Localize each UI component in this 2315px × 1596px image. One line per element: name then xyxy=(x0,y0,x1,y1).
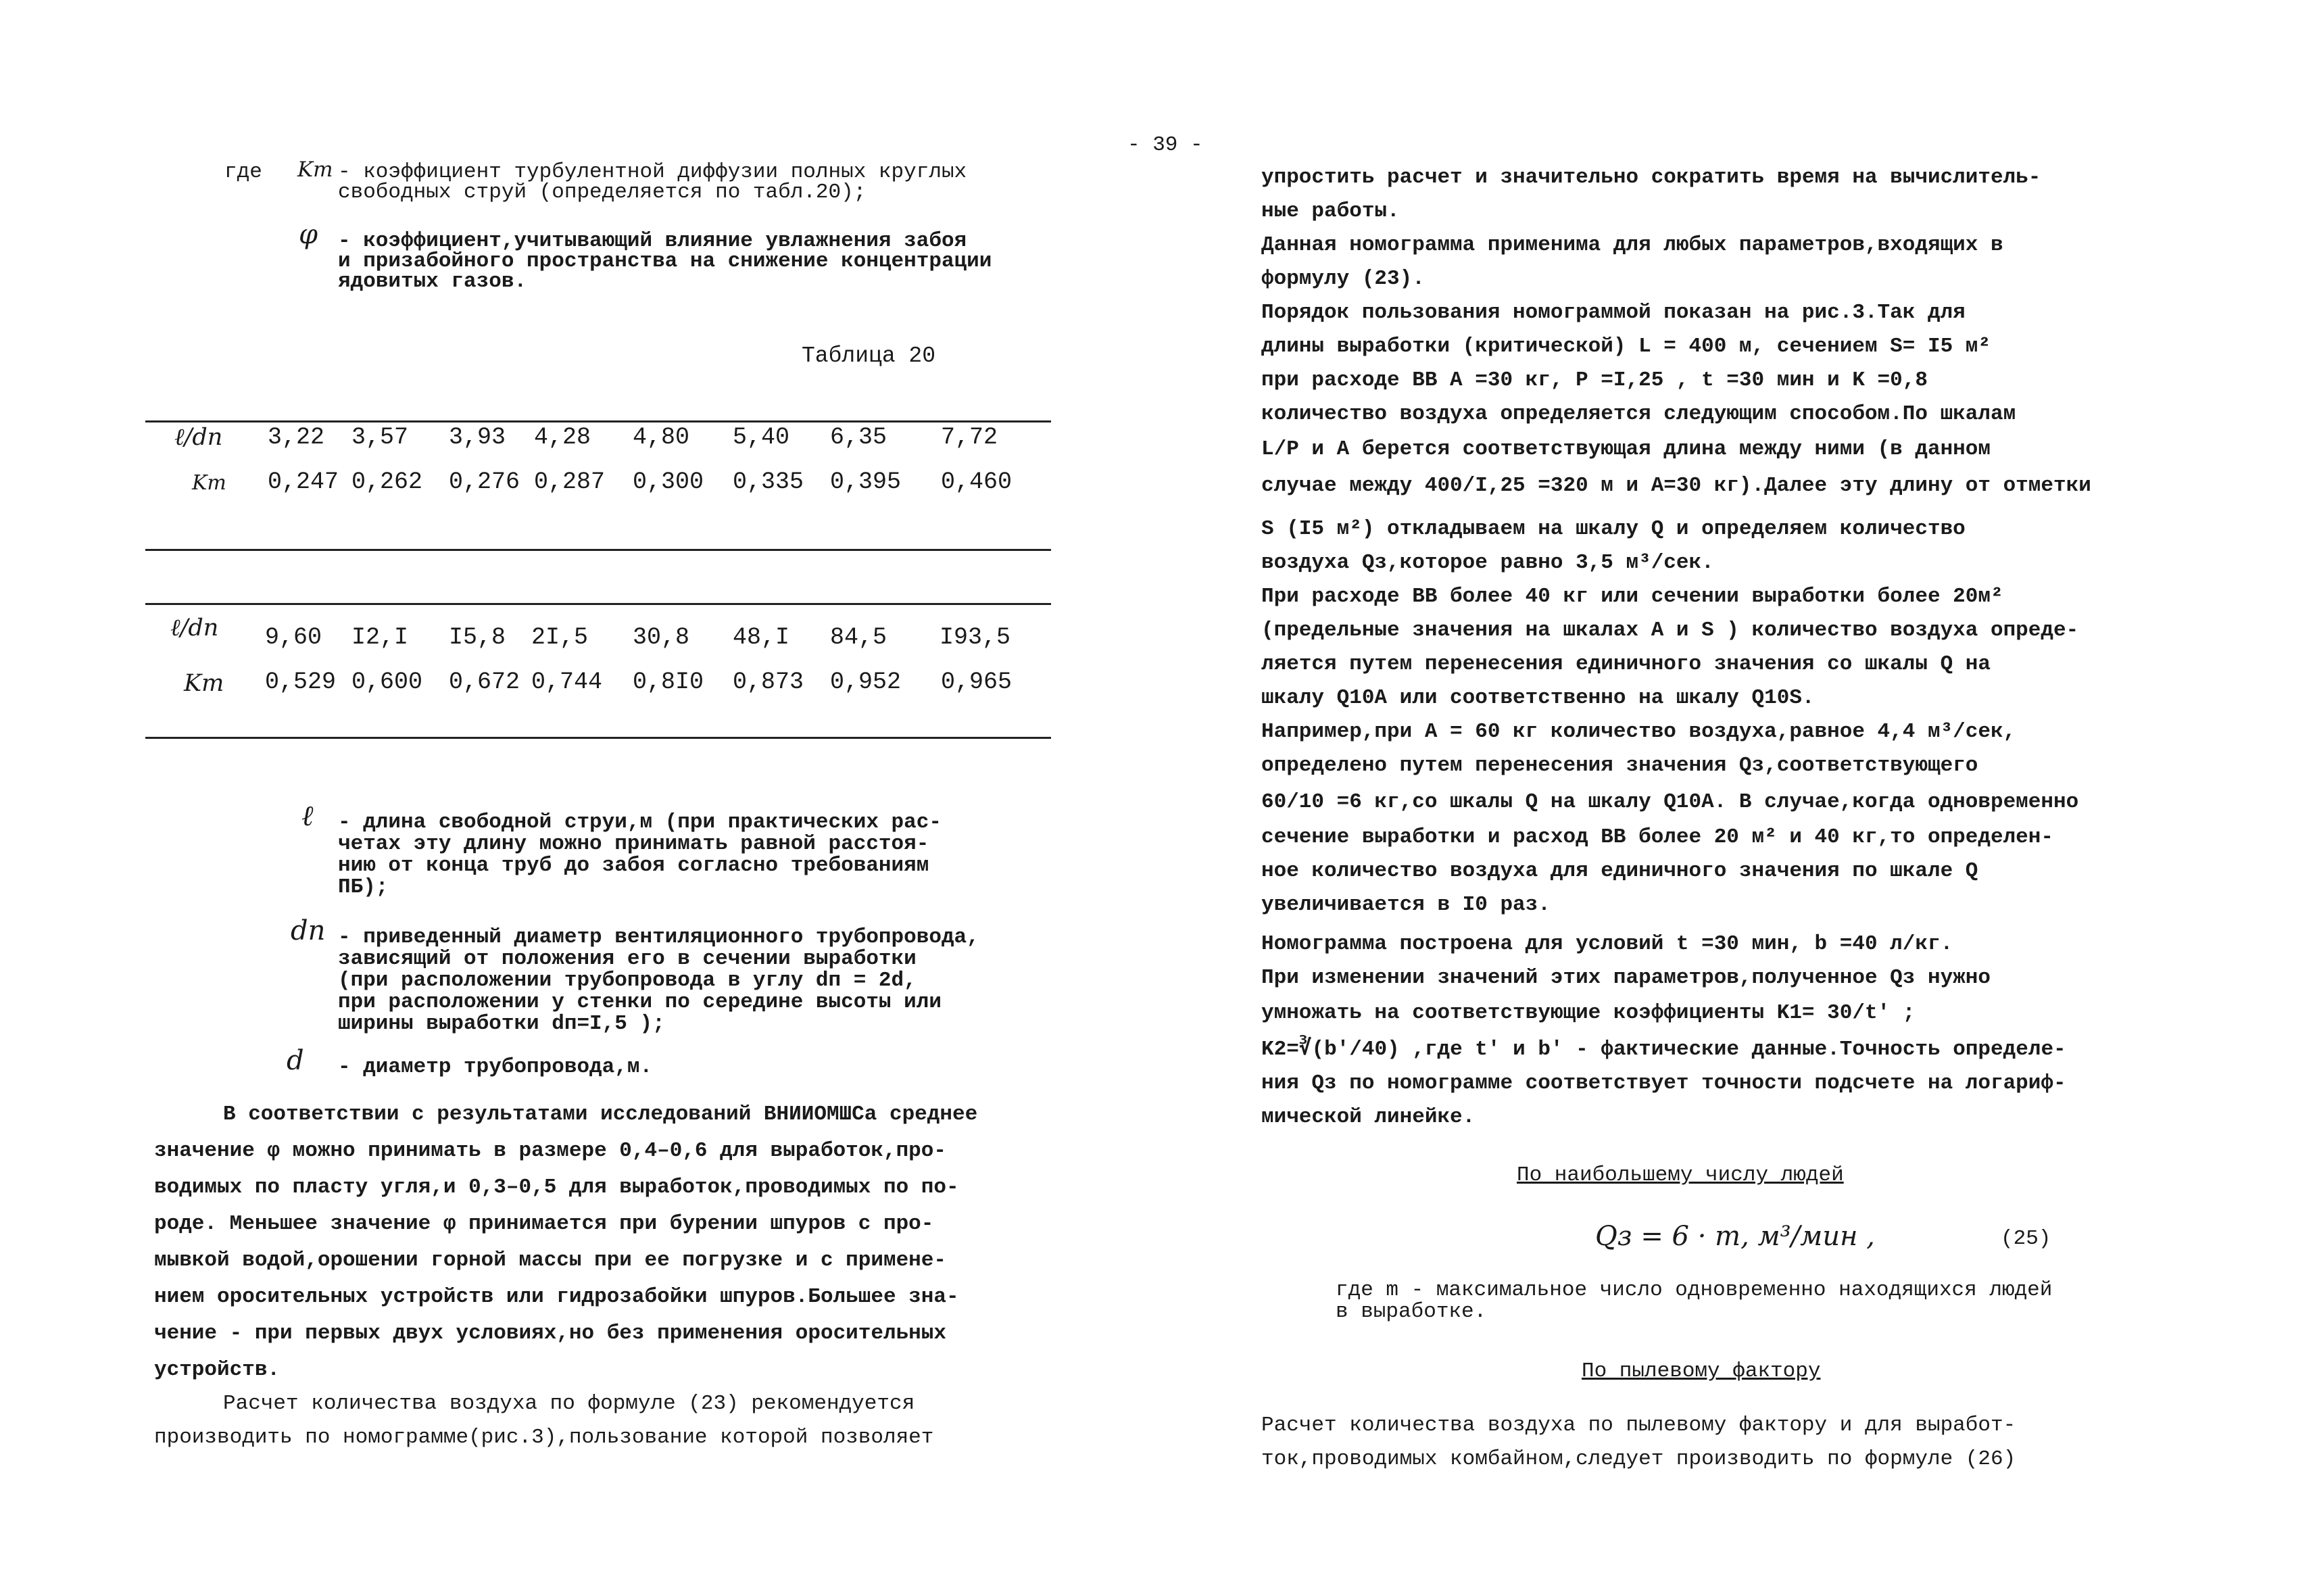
paragraph-line: При расходе ВВ более 40 кг или сечении выработки более 20м² xyxy=(1261,585,2003,608)
paragraph-line: упростить расчет и значительно сократить время на вычислитель- xyxy=(1261,166,2041,189)
table-title: Таблица 20 xyxy=(802,343,936,368)
paragraph-line: ния Qз по номограмме соответствует точности подсчете на логариф- xyxy=(1261,1071,2066,1095)
paragraph-line: при расходе ВВ A =30 кг, P =I,25 , t =30 мин и K =0,8 xyxy=(1261,368,1928,392)
def-text-line: при расположении у стенки по середине высоты или xyxy=(338,990,942,1014)
def-text-line: четах эту длину можно принимать равной расстоя- xyxy=(338,832,929,856)
formula-25: Qз = 6 · m, м³/мин , xyxy=(1595,1221,1875,1252)
def-symbol-d: d xyxy=(287,1045,304,1076)
row-label: ℓ/dп xyxy=(174,424,223,451)
formula-25-number: (25) xyxy=(2001,1227,2051,1251)
table-cell: 84,5 xyxy=(830,624,887,651)
heading-dust-factor: По пылевому фактору xyxy=(1582,1359,1821,1383)
table-cell: 2I,5 xyxy=(531,624,589,651)
paragraph-line: мической линейке. xyxy=(1261,1105,1476,1129)
table-cell: I2,I xyxy=(351,624,409,651)
paragraph-line: Расчет количества воздуха по формуле (23) рекомендуется xyxy=(223,1392,915,1416)
table-cell: I5,8 xyxy=(449,624,506,651)
table-cell: 5,40 xyxy=(733,424,790,451)
paragraph-line: В соответствии с результатами исследований ВНИИОМШСа среднее xyxy=(223,1103,978,1126)
paragraph-line: роде. Меньшее значение φ принимается при бурении шпуров с про- xyxy=(154,1212,934,1236)
def-text-line: ядовитых газов. xyxy=(338,270,527,293)
table-cell: 0,952 xyxy=(830,669,902,696)
paragraph-line: Например,при A = 60 кг количество воздуха,равное 4,4 м³/сек, xyxy=(1261,720,2016,744)
table-cell: 0,300 xyxy=(633,468,704,495)
paragraph-line: мывкой водой,орошении горной массы при ее погрузке и с примене- xyxy=(154,1249,946,1272)
paragraph-line: устройств. xyxy=(154,1358,281,1382)
row-label: Kт xyxy=(192,471,226,495)
table-cell: 0,672 xyxy=(449,669,520,696)
table-cell: 0,965 xyxy=(941,669,1013,696)
paragraph-line: Порядок пользования номограммой показан на рис.3.Так для xyxy=(1261,301,1966,324)
paragraph-line: (предельные значения на шкалах А и S ) количество воздуха опреде- xyxy=(1261,619,2079,642)
table-rule xyxy=(145,737,1051,739)
paragraph-line: шкалу Q10A или соответственно на шкалу Q10S. xyxy=(1261,686,1815,710)
paragraph-line: Расчет количества воздуха по пылевому фактору и для выработ- xyxy=(1261,1413,2016,1437)
table-cell: 4,28 xyxy=(534,424,591,451)
def-text-line: нию от конца труб до забоя согласно требованиям xyxy=(338,854,929,877)
table-cell: 4,80 xyxy=(633,424,690,451)
paragraph-line: чение - при первых двух условиях,но без применения оросительных xyxy=(154,1322,946,1345)
paragraph-line: K2=∛(b'/40) ,где t' и b' - фактические данные.Точность определе- xyxy=(1261,1038,2066,1061)
table-cell: 30,8 xyxy=(633,624,690,651)
paragraph-line: длины выработки (критической) L = 400 м, сечением S= I5 м² xyxy=(1261,335,1991,358)
table-cell: 0,287 xyxy=(534,468,606,495)
def-text-line: и призабойного пространства на снижение концентрации xyxy=(338,249,992,273)
paragraph-line: сечение выработки и расход ВВ более 20 м² и 40 кг,то определен- xyxy=(1261,825,2053,849)
table-cell: 0,276 xyxy=(449,468,520,495)
table-cell: 0,262 xyxy=(351,468,423,495)
table-cell: 6,35 xyxy=(830,424,887,451)
paragraph-line: случае между 400/I,25 =320 м и А=30 кг).Далее эту длину от отметки xyxy=(1261,474,2091,498)
def-symbol-dn: dп xyxy=(291,915,326,946)
paragraph-line: значение φ можно принимать в размере 0,4–0,6 для выработок,про- xyxy=(154,1139,946,1163)
def-symbol-kt: Kт xyxy=(297,158,333,182)
paragraph-line: воздуха Qз,которое равно 3,5 м³/сек. xyxy=(1261,551,1714,575)
table-cell: 0,744 xyxy=(531,669,603,696)
table-cell: 0,460 xyxy=(941,468,1013,495)
page-number: - 39 - xyxy=(1127,133,1203,157)
table-cell: 48,I xyxy=(733,624,790,651)
table-rule xyxy=(145,549,1051,551)
table-cell: 0,395 xyxy=(830,468,902,495)
table-cell: 0,529 xyxy=(265,669,337,696)
def-text-line: зависящий от положения его в сечении выработки xyxy=(338,947,917,971)
table-cell: 3,93 xyxy=(449,424,506,451)
def-text-line: ширины выработки dп=I,5 ); xyxy=(338,1012,665,1036)
row-label: Kт xyxy=(184,670,224,697)
paragraph-line: ток,проводимых комбайном,следует производить по формуле (26) xyxy=(1261,1447,2016,1471)
paragraph-line: умножать на соответствующие коэффициенты K1= 30/t' ; xyxy=(1261,1001,1916,1025)
table-cell: 0,600 xyxy=(351,669,423,696)
def-text-line: - коэффициент,учитывающий влияние увлажнения забоя xyxy=(338,229,967,253)
table-cell: 7,72 xyxy=(941,424,998,451)
table-cell: 3,22 xyxy=(268,424,325,451)
paragraph-line: нием оросительных устройств или гидрозабойки шпуров.Большее зна- xyxy=(154,1285,959,1309)
def-text-line: (при расположении трубопровода в углу dп = 2d, xyxy=(338,969,917,992)
paragraph-line: определено путем перенесения значения Qз,соответствующего xyxy=(1261,754,1978,777)
paragraph-line: S (I5 м²) откладываем на шкалу Q и определяем количество xyxy=(1261,517,1966,541)
where-word: где xyxy=(224,160,262,184)
def-symbol-l: ℓ xyxy=(301,799,314,832)
def-text-line: - коэффициент турбулентной диффузии полных круглых xyxy=(338,160,967,184)
paragraph-line: Номограмма построена для условий t =30 мин, b =40 л/кг. xyxy=(1261,932,1953,956)
paragraph-line: увеличивается в I0 раз. xyxy=(1261,893,1551,917)
heading-most-people: По наибольшему числу людей xyxy=(1517,1163,1844,1187)
def-text-line: ПБ); xyxy=(338,875,389,899)
paragraph-line: Данная номограмма применима для любых параметров,входящих в xyxy=(1261,233,2003,257)
paragraph-line: производить по номограмме(рис.3),пользование которой позволяет xyxy=(154,1426,934,1449)
def-symbol-phi: φ xyxy=(299,219,318,250)
table-cell: 0,873 xyxy=(733,669,804,696)
def-text-line: - приведенный диаметр вентиляционного трубопровода, xyxy=(338,925,979,949)
where-m-line: в выработке. xyxy=(1336,1300,1487,1324)
table-rule xyxy=(145,603,1051,605)
paragraph-line: ное количество воздуха для единичного значения по шкале Q xyxy=(1261,859,1978,883)
def-text-line: свободных струй (определяется по табл.20); xyxy=(338,180,867,204)
paragraph-line: 60/10 =6 кг,со шкалы Q на шкалу Q10A. В случае,когда одновременно xyxy=(1261,790,2079,814)
paragraph-line: L/P и А берется соответствующая длина между ними (в данном xyxy=(1261,437,1991,461)
paragraph-line: ные работы. xyxy=(1261,199,1400,223)
def-text-line: - длина свободной струи,м (при практических рас- xyxy=(338,811,942,834)
paragraph-line: При изменении значений этих параметров,полученное Qз нужно xyxy=(1261,966,1991,990)
table-cell: 0,335 xyxy=(733,468,804,495)
table-cell: 9,60 xyxy=(265,624,322,651)
table-cell: 3,57 xyxy=(351,424,409,451)
paragraph-line: водимых по пласту угля,и 0,3–0,5 для выработок,проводимых по по- xyxy=(154,1176,959,1199)
paragraph-line: формулу (23). xyxy=(1261,267,1425,291)
where-m-line: где m - максимальное число одновременно находящихся людей xyxy=(1336,1278,2053,1302)
table-cell: I93,5 xyxy=(940,624,1011,651)
paragraph-line: ляется путем перенесения единичного значения со шкалы Q на xyxy=(1261,652,1991,676)
def-text-line: - диаметр трубопровода,м. xyxy=(338,1055,653,1079)
paragraph-line: количество воздуха определяется следующим способом.По шкалам xyxy=(1261,402,2016,426)
row-label: ℓ/dп xyxy=(170,614,219,642)
table-cell: 0,247 xyxy=(268,468,339,495)
table-cell: 0,8I0 xyxy=(633,669,704,696)
